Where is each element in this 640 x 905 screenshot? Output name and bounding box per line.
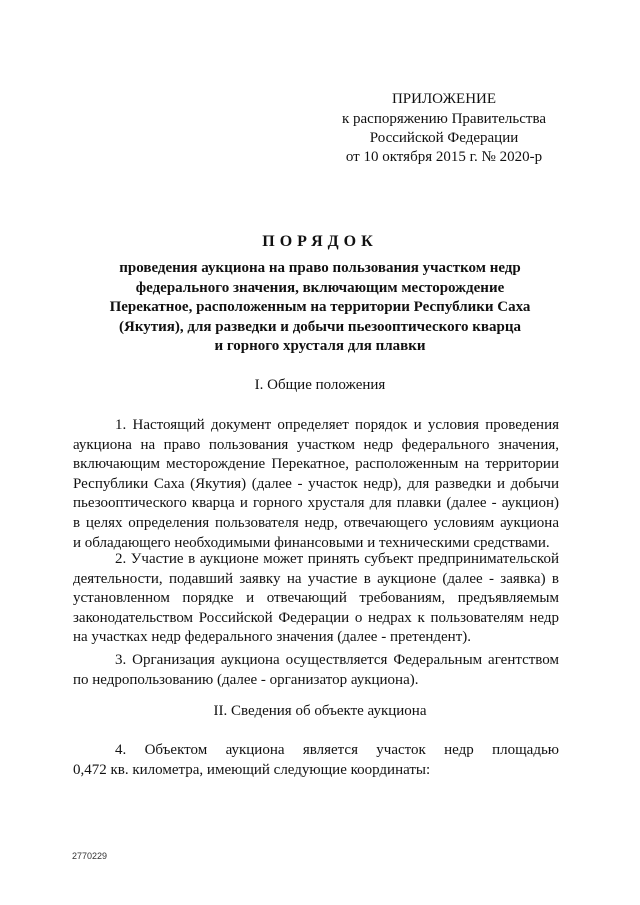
paragraph-4 <box>73 741 559 780</box>
document-subtitle <box>90 259 550 357</box>
paragraph-3 <box>73 651 559 690</box>
paragraph-line: пьезооптического кварца и горного хрусталя для плавки (далее - аукцион) <box>73 495 559 512</box>
paragraph-line: 4. Объектом аукциона является участок недр площадью <box>115 742 559 758</box>
section-heading-auction-object: II. Сведения об объекте аукциона <box>213 703 427 719</box>
subtitle-line: и горного хрусталя для плавки <box>214 338 426 354</box>
paragraph-line: на участках недр федерального значения (далее - претендент). <box>73 629 471 646</box>
subtitle-line: (Якутия), для разведки и добычи пьезооптического кварца <box>119 318 521 335</box>
paragraph-line: и обладающего необходимыми финансовыми и техническими средствами. <box>73 534 550 551</box>
appendix-line: от 10 октября 2015 г. № 2020-р <box>345 149 543 165</box>
paragraph-line: установленном порядке и отвечающий требованиям, предъявляемым <box>73 590 559 607</box>
appendix-title: ПРИЛОЖЕНИЕ <box>391 91 497 107</box>
document-number: 2770229 <box>72 851 108 861</box>
appendix-line: Российской Федерации <box>369 130 519 146</box>
paragraph-line: 3. Организация аукциона осуществляется Федеральным агентством <box>115 652 559 668</box>
paragraph-line: по недропользованию (далее - организатор аукциона). <box>73 671 419 688</box>
paragraph-line: деятельности, подавший заявку на участие в аукционе (далее - заявка) в <box>73 570 559 587</box>
subtitle-line: Перекатное, расположенным на территории Республики Саха <box>109 299 531 315</box>
paragraph-line: 0,472 кв. километра, имеющий следующие координаты: <box>73 761 431 778</box>
paragraph-2 <box>73 550 559 648</box>
paragraph-1 <box>73 416 559 553</box>
section-heading-general: I. Общие положения <box>254 377 386 393</box>
paragraph-line: аукциона на право пользования участком недр федерального значения, <box>73 436 559 453</box>
subtitle-line: федерального значения, включающим месторождение <box>135 279 505 296</box>
paragraph-line: в целях определения пользователя недр, отвечающего условиям аукциона <box>73 514 559 531</box>
paragraph-line: включающим месторождение Перекатное, расположенным на территории <box>73 456 559 473</box>
paragraph-line: 2. Участие в аукционе может принять субъект предпринимательской <box>115 551 559 567</box>
paragraph-line: 1. Настоящий документ определяет порядок и условия проведения <box>115 417 559 433</box>
paragraph-line: законодательством Российской Федерации о недрах к пользователям недр <box>73 609 559 626</box>
subtitle-line: проведения аукциона на право пользования участком недр <box>119 260 521 276</box>
paragraph-line: Республики Саха (Якутия) (далее - участок недр), для разведки и добычи <box>73 475 559 492</box>
appendix-block <box>318 90 570 167</box>
document-title: ПОРЯДОК <box>262 233 378 250</box>
appendix-line: к распоряжению Правительства <box>341 111 546 127</box>
